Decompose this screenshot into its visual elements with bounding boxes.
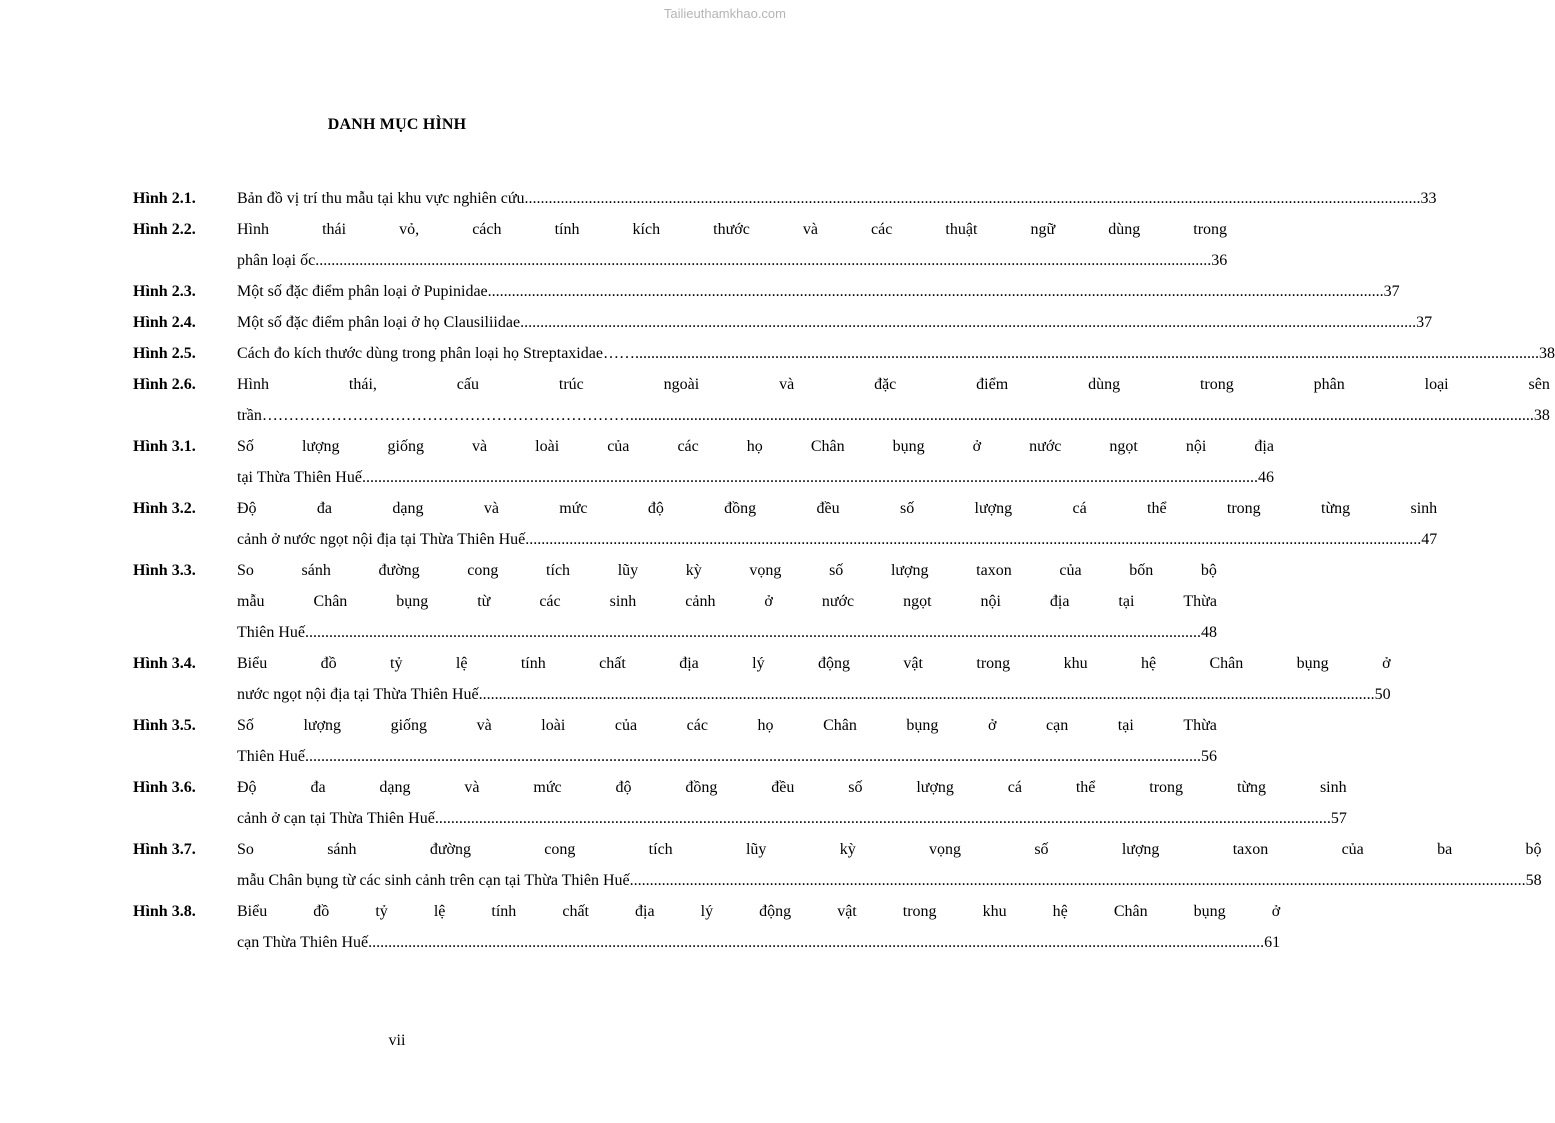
caption-word: Hình bbox=[237, 376, 269, 393]
caption-word: cá bbox=[1072, 500, 1087, 517]
caption-word: dùng bbox=[1108, 221, 1141, 238]
caption-word: giống bbox=[390, 717, 428, 734]
caption-line bbox=[237, 493, 1437, 524]
caption-word: khu bbox=[982, 903, 1007, 920]
caption-word: các bbox=[539, 593, 561, 610]
caption-text: Thiên Huế bbox=[237, 624, 305, 641]
caption-word: của bbox=[607, 438, 630, 455]
caption-last-line bbox=[237, 400, 1550, 431]
figure-page-number: 46 bbox=[1257, 469, 1274, 486]
caption-word: bụng bbox=[396, 593, 429, 610]
figure-page-number: 48 bbox=[1200, 624, 1217, 641]
caption-text: cạn Thừa Thiên Huế bbox=[237, 934, 369, 951]
caption-word: taxon bbox=[976, 562, 1012, 579]
caption-word: loài bbox=[535, 438, 560, 455]
caption-word: tỷ bbox=[390, 655, 403, 672]
caption-word: từng bbox=[1236, 779, 1267, 796]
figure-label: Hình 3.7. bbox=[133, 841, 196, 858]
caption-text: trần…………………………………………………………….. bbox=[237, 407, 638, 424]
caption-word: Chân bbox=[810, 438, 845, 455]
caption-line bbox=[237, 772, 1347, 803]
caption-word: sinh bbox=[1319, 779, 1347, 796]
caption-word: dạng bbox=[392, 500, 424, 517]
figure-entry bbox=[133, 772, 1347, 834]
caption-line bbox=[237, 214, 1227, 245]
caption-line bbox=[237, 586, 1217, 617]
caption-word: đa bbox=[310, 779, 326, 796]
figure-page-number: 61 bbox=[1264, 934, 1281, 951]
caption-word: taxon bbox=[1232, 841, 1269, 858]
caption-text: mẫu Chân bụng từ các sinh cảnh trên cạn tại Thừa Thiên Huế bbox=[237, 872, 630, 889]
figure-entry bbox=[133, 493, 1438, 555]
caption-word: lũy bbox=[617, 562, 639, 579]
caption-word: thái, bbox=[348, 376, 377, 393]
caption-word: ba bbox=[1437, 841, 1453, 858]
caption-line bbox=[237, 710, 1217, 741]
figure-caption bbox=[237, 183, 1437, 214]
figure-page-number: 37 bbox=[1416, 314, 1433, 331]
dot-leader bbox=[488, 276, 1384, 307]
caption-word: tỷ bbox=[375, 903, 388, 920]
caption-word: lượng bbox=[916, 779, 954, 796]
caption-word: tại bbox=[1117, 717, 1134, 734]
caption-word: nước bbox=[1029, 438, 1062, 455]
caption-word: cong bbox=[467, 562, 499, 579]
caption-word: trúc bbox=[558, 376, 584, 393]
caption-word: chất bbox=[599, 655, 626, 672]
figure-entry bbox=[133, 431, 1274, 493]
caption-word: sánh bbox=[327, 841, 357, 858]
caption-word: nội bbox=[980, 593, 1001, 610]
figure-caption bbox=[237, 555, 1217, 648]
caption-word: tính bbox=[491, 903, 517, 920]
caption-word: lượng bbox=[890, 562, 929, 579]
figure-label: Hình 2.2. bbox=[133, 221, 196, 238]
caption-word: ở bbox=[987, 717, 997, 734]
caption-word: bộ bbox=[1200, 562, 1217, 579]
figure-caption bbox=[237, 834, 1542, 896]
caption-word: ở bbox=[972, 438, 982, 455]
figure-caption bbox=[237, 431, 1274, 493]
caption-word: trong bbox=[902, 903, 937, 920]
figure-label: Hình 2.3. bbox=[133, 283, 196, 300]
caption-line bbox=[237, 834, 1542, 865]
caption-word: lũy bbox=[745, 841, 767, 858]
caption-text: cảnh ở cạn tại Thừa Thiên Huế bbox=[237, 810, 435, 827]
caption-word: nội bbox=[1185, 438, 1207, 455]
caption-word: các bbox=[686, 717, 708, 734]
figure-caption bbox=[237, 214, 1227, 276]
caption-word: ngữ bbox=[1030, 221, 1056, 238]
caption-word: Chân bbox=[1209, 655, 1244, 672]
figure-label: Hình 2.5. bbox=[133, 345, 196, 362]
caption-last-line bbox=[237, 617, 1217, 648]
caption-word: bộ bbox=[1525, 841, 1542, 858]
caption-last-line bbox=[237, 741, 1217, 772]
caption-word: trong bbox=[1226, 500, 1261, 517]
figure-entry bbox=[133, 307, 1433, 338]
caption-word: bụng bbox=[1296, 655, 1329, 672]
caption-word: tính bbox=[554, 221, 580, 238]
caption-word: lượng bbox=[974, 500, 1013, 517]
caption-word: thước bbox=[713, 221, 750, 238]
figure-page-number: 36 bbox=[1211, 252, 1228, 269]
caption-word: giống bbox=[387, 438, 424, 455]
caption-word: số bbox=[829, 562, 844, 579]
figure-caption bbox=[237, 369, 1550, 431]
caption-word: kỳ bbox=[839, 841, 856, 858]
dot-leader bbox=[305, 741, 1201, 772]
caption-word: mức bbox=[559, 500, 588, 517]
figure-caption bbox=[237, 896, 1280, 958]
caption-word: vật bbox=[903, 655, 923, 672]
figure-caption bbox=[237, 710, 1217, 772]
caption-word: Số bbox=[237, 438, 254, 455]
caption-last-line bbox=[237, 803, 1347, 834]
caption-word: họ bbox=[746, 438, 763, 455]
caption-word: động bbox=[759, 903, 792, 920]
caption-word: mức bbox=[533, 779, 562, 796]
caption-word: trong bbox=[1149, 779, 1184, 796]
caption-word: Chân bbox=[823, 717, 857, 734]
caption-word: hệ bbox=[1052, 903, 1068, 920]
caption-last-line bbox=[237, 338, 1555, 369]
caption-word: Thừa bbox=[1183, 717, 1217, 734]
dot-leader bbox=[643, 338, 1539, 369]
caption-word: Biểu bbox=[237, 655, 268, 672]
figure-list bbox=[133, 183, 1555, 958]
caption-text: Cách đo kích thước dùng trong phân loại họ Streptaxidae…….. bbox=[237, 345, 643, 362]
caption-word: Chân bbox=[1113, 903, 1148, 920]
caption-word: nước bbox=[821, 593, 855, 610]
caption-word: lý bbox=[700, 903, 714, 920]
caption-text: Một số đặc điểm phân loại ở Pupinidae bbox=[237, 283, 488, 300]
caption-word: tích bbox=[648, 841, 673, 858]
figure-page-number: 57 bbox=[1330, 810, 1347, 827]
caption-word: từng bbox=[1321, 500, 1351, 517]
caption-word: lý bbox=[752, 655, 765, 672]
watermark: Tailieuthamkhao.com bbox=[663, 6, 786, 21]
caption-word: địa bbox=[1254, 438, 1274, 455]
caption-last-line bbox=[237, 462, 1274, 493]
caption-word: đường bbox=[378, 562, 420, 579]
caption-word: số bbox=[1034, 841, 1049, 858]
caption-text: phân loại ốc bbox=[237, 252, 316, 269]
caption-word: các bbox=[677, 438, 699, 455]
caption-word: So bbox=[237, 562, 254, 579]
caption-word: cạn bbox=[1046, 717, 1069, 734]
caption-word: dạng bbox=[379, 779, 411, 796]
figure-entry bbox=[133, 276, 1400, 307]
caption-word: cách bbox=[472, 221, 502, 238]
caption-word: ngọt bbox=[903, 593, 932, 610]
caption-word: hệ bbox=[1140, 655, 1157, 672]
caption-text: tại Thừa Thiên Huế bbox=[237, 469, 362, 486]
figure-entry bbox=[133, 710, 1217, 772]
caption-line bbox=[237, 431, 1274, 462]
caption-last-line bbox=[237, 245, 1227, 276]
caption-word: và bbox=[483, 500, 499, 517]
caption-word: Thừa bbox=[1183, 593, 1217, 610]
dot-leader bbox=[368, 927, 1264, 958]
figure-label: Hình 3.5. bbox=[133, 717, 196, 734]
dot-leader bbox=[630, 865, 1526, 896]
caption-word: tích bbox=[546, 562, 571, 579]
caption-word: đường bbox=[429, 841, 471, 858]
figure-page-number: 37 bbox=[1383, 283, 1400, 300]
caption-word: Chân bbox=[313, 593, 348, 610]
caption-word: vật bbox=[837, 903, 857, 920]
caption-word: và bbox=[464, 779, 480, 796]
caption-word: và bbox=[802, 221, 818, 238]
caption-text: Một số đặc điểm phân loại ở họ Clausiliidae bbox=[237, 314, 521, 331]
caption-word: lượng bbox=[301, 438, 340, 455]
caption-word: cấu bbox=[456, 376, 479, 393]
caption-word: đồng bbox=[724, 500, 757, 517]
caption-word: đều bbox=[771, 779, 795, 796]
caption-word: bụng bbox=[892, 438, 925, 455]
page-title: DANH MỤC HÌNH bbox=[327, 116, 467, 133]
caption-word: tại bbox=[1118, 593, 1135, 610]
caption-text: Thiên Huế bbox=[237, 748, 305, 765]
page-number: vii bbox=[388, 1032, 406, 1049]
caption-word: của bbox=[1059, 562, 1082, 579]
caption-word: đặc bbox=[874, 376, 897, 393]
caption-word: từ bbox=[477, 593, 491, 610]
dot-leader bbox=[305, 617, 1201, 648]
caption-last-line bbox=[237, 927, 1280, 958]
caption-word: kỳ bbox=[685, 562, 702, 579]
caption-word: dùng bbox=[1088, 376, 1121, 393]
figure-label: Hình 3.2. bbox=[133, 500, 196, 517]
caption-word: thể bbox=[1075, 779, 1096, 796]
caption-word: sên bbox=[1528, 376, 1550, 393]
dot-leader bbox=[525, 183, 1421, 214]
caption-word: số bbox=[899, 500, 915, 517]
figure-entry bbox=[133, 214, 1228, 276]
dot-leader bbox=[520, 307, 1416, 338]
caption-word: tính bbox=[520, 655, 546, 672]
figure-entry bbox=[133, 896, 1281, 958]
caption-word: đồ bbox=[313, 903, 330, 920]
caption-word: thái bbox=[322, 221, 347, 238]
caption-word: họ bbox=[757, 717, 774, 734]
caption-word: lượng bbox=[1121, 841, 1160, 858]
caption-word: Số bbox=[237, 717, 254, 734]
caption-word: bụng bbox=[1193, 903, 1226, 920]
dot-leader bbox=[525, 524, 1421, 555]
figure-label: Hình 3.1. bbox=[133, 438, 196, 455]
figure-page-number: 56 bbox=[1200, 748, 1217, 765]
dot-leader bbox=[362, 462, 1258, 493]
caption-word: của bbox=[1341, 841, 1364, 858]
caption-word: mẫu bbox=[237, 593, 265, 610]
caption-word: của bbox=[614, 717, 638, 734]
figure-caption bbox=[237, 276, 1400, 307]
caption-word: sinh bbox=[1410, 500, 1438, 517]
caption-word: kích bbox=[632, 221, 661, 238]
caption-word: ở bbox=[1382, 655, 1391, 672]
caption-word: và bbox=[779, 376, 795, 393]
figure-page-number: 58 bbox=[1525, 872, 1542, 889]
caption-word: Độ bbox=[237, 500, 257, 517]
figure-caption bbox=[237, 338, 1555, 369]
caption-line bbox=[237, 896, 1280, 927]
figure-entry bbox=[133, 369, 1550, 431]
caption-word: phân bbox=[1313, 376, 1345, 393]
caption-word: lệ bbox=[433, 903, 446, 920]
caption-word: bốn bbox=[1129, 562, 1154, 579]
caption-word: vọng bbox=[929, 841, 962, 858]
figure-entry bbox=[133, 338, 1555, 369]
figure-entry bbox=[133, 555, 1217, 648]
caption-word: Biểu bbox=[237, 903, 268, 920]
caption-word: vỏ, bbox=[399, 221, 420, 238]
caption-last-line bbox=[237, 865, 1542, 896]
figure-label: Hình 3.3. bbox=[133, 562, 196, 579]
caption-text: Bản đồ vị trí thu mẫu tại khu vực nghiên cứu bbox=[237, 190, 525, 207]
figure-page-number: 38 bbox=[1533, 407, 1550, 424]
caption-word: điểm bbox=[976, 376, 1009, 393]
figure-label: Hình 2.4. bbox=[133, 314, 196, 331]
caption-word: địa bbox=[1049, 593, 1070, 610]
caption-last-line bbox=[237, 524, 1437, 555]
figure-entry bbox=[133, 183, 1437, 214]
caption-word: và bbox=[476, 717, 492, 734]
caption-word: ngoài bbox=[663, 376, 700, 393]
figure-entry bbox=[133, 834, 1542, 896]
figure-label: Hình 3.8. bbox=[133, 903, 196, 920]
caption-word: loại bbox=[1424, 376, 1449, 393]
caption-word: lượng bbox=[303, 717, 342, 734]
caption-line bbox=[237, 648, 1391, 679]
figure-label: Hình 2.1. bbox=[133, 190, 196, 207]
dot-leader bbox=[479, 679, 1375, 710]
caption-word: sánh bbox=[301, 562, 331, 579]
caption-word: thể bbox=[1147, 500, 1167, 517]
figure-entry bbox=[133, 648, 1391, 710]
figure-page-number: 47 bbox=[1421, 531, 1438, 548]
caption-line bbox=[237, 369, 1550, 400]
caption-word: đồ bbox=[320, 655, 337, 672]
caption-last-line bbox=[237, 307, 1432, 338]
caption-word: lệ bbox=[455, 655, 468, 672]
caption-word: đồng bbox=[685, 779, 718, 796]
figure-label: Hình 3.6. bbox=[133, 779, 196, 796]
caption-text: cảnh ở nước ngọt nội địa tại Thừa Thiên Huế bbox=[237, 531, 526, 548]
caption-word: trong bbox=[1193, 221, 1228, 238]
figure-label: Hình 2.6. bbox=[133, 376, 196, 393]
caption-word: cảnh bbox=[685, 593, 716, 610]
caption-word: sinh bbox=[609, 593, 637, 610]
caption-word: địa bbox=[635, 903, 655, 920]
caption-word: Độ bbox=[237, 779, 257, 796]
caption-word: So bbox=[237, 841, 254, 858]
caption-word: vọng bbox=[749, 562, 782, 579]
figure-caption bbox=[237, 648, 1391, 710]
caption-word: động bbox=[818, 655, 851, 672]
dot-leader bbox=[435, 803, 1331, 834]
figure-caption bbox=[237, 772, 1347, 834]
figure-caption bbox=[237, 493, 1437, 555]
caption-line bbox=[237, 555, 1217, 586]
caption-word: ở bbox=[764, 593, 773, 610]
caption-word: loài bbox=[541, 717, 566, 734]
caption-word: đa bbox=[316, 500, 333, 517]
caption-word: ngọt bbox=[1109, 438, 1138, 455]
caption-word: đều bbox=[816, 500, 840, 517]
figure-label: Hình 3.4. bbox=[133, 655, 196, 672]
caption-word: bụng bbox=[906, 717, 939, 734]
caption-word: các bbox=[871, 221, 893, 238]
caption-word: độ bbox=[647, 500, 664, 517]
caption-last-line bbox=[237, 276, 1400, 307]
caption-word: chất bbox=[562, 903, 589, 920]
caption-word: trong bbox=[1199, 376, 1234, 393]
caption-word: khu bbox=[1063, 655, 1088, 672]
caption-word: địa bbox=[679, 655, 699, 672]
caption-word: Hình bbox=[237, 221, 269, 238]
caption-last-line bbox=[237, 183, 1437, 214]
caption-word: số bbox=[848, 779, 863, 796]
figure-caption bbox=[237, 307, 1432, 338]
caption-word: cong bbox=[544, 841, 576, 858]
caption-word: độ bbox=[615, 779, 632, 796]
dot-leader bbox=[638, 400, 1534, 431]
caption-word: trong bbox=[976, 655, 1011, 672]
caption-word: thuật bbox=[945, 221, 978, 238]
caption-word: ở bbox=[1271, 903, 1281, 920]
figure-page-number: 38 bbox=[1538, 345, 1555, 362]
caption-word: cá bbox=[1007, 779, 1022, 796]
figure-page-number: 33 bbox=[1420, 190, 1437, 207]
figure-page-number: 50 bbox=[1374, 686, 1391, 703]
dot-leader bbox=[315, 245, 1211, 276]
caption-last-line bbox=[237, 679, 1391, 710]
caption-text: nước ngọt nội địa tại Thừa Thiên Huế bbox=[237, 686, 479, 703]
caption-word: và bbox=[472, 438, 488, 455]
